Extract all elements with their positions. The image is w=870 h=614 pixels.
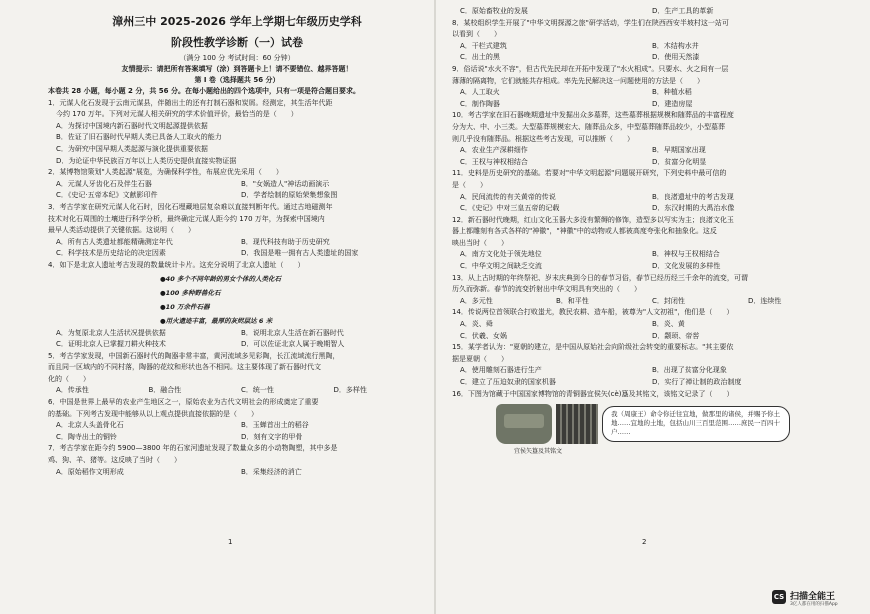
option: B．玉蝉首出土的稻谷 bbox=[241, 421, 309, 430]
question-text: 9．俗话说"水火不容"，但古代先民却在开拓中发现了"水火相成"。只要水、火之间有一层 bbox=[452, 64, 729, 73]
option: A．南方文化处于领先地位 bbox=[460, 250, 542, 259]
instruction: 本卷共 28 小题，每小题 2 分，共 56 分。在每小题给出的四个选项中，只有一项是符合题目要求。 bbox=[48, 87, 360, 95]
question-10 bbox=[452, 110, 844, 168]
stat-item: ●用火遗迹丰富，最厚的灰烬层达 6 米 bbox=[160, 316, 273, 325]
option: D．使用天然漆 bbox=[652, 53, 700, 62]
friendly-tip: 友情提示：请把所有答案填写（涂）到答题卡上！请不要错位、越界答题！ bbox=[121, 65, 353, 73]
option: D．生产工具的革新 bbox=[652, 7, 714, 15]
question-8 bbox=[452, 18, 844, 64]
question-1 bbox=[48, 98, 426, 168]
question-13 bbox=[452, 273, 844, 308]
question-text: 器上都雕刻有各式各样的"神徽"，"神徽"中的动物或人都被高度夸张化和抽象化。这反 bbox=[452, 227, 717, 236]
option: C．《史记·五帝本纪》文献影印件 bbox=[56, 191, 158, 200]
question-text: 是（ ） bbox=[452, 180, 487, 189]
option: B．神权与王权相结合 bbox=[652, 250, 720, 259]
option: A．为复原北京人生活状况提供依据 bbox=[56, 328, 166, 337]
figure-caption: 宜侯矢簋及其铭文 bbox=[514, 448, 563, 456]
watermark-name: 扫描全能王 bbox=[790, 592, 836, 602]
bronze-vessel-image bbox=[496, 404, 552, 444]
question-text: 4．如下是北京人遗址考古发现的数量统计卡片。这充分说明了北京人遗址（ ） bbox=[48, 260, 305, 269]
option: D．建造房屋 bbox=[652, 99, 693, 108]
option: C．伏羲、女娲 bbox=[460, 331, 507, 340]
question-11 bbox=[452, 168, 844, 214]
question-text: 鸡、狗、羊、猪等。这反映了当时（ ） bbox=[48, 456, 181, 465]
option: A．北京人头盖骨化石 bbox=[56, 421, 124, 430]
option: C．中华文明之间缺乏交流 bbox=[460, 262, 542, 271]
question-text: 16．下图为馆藏于中国国家博物馆的青铜器宜侯矢(cè)簋及其铭文，该铭文记录了（ ） bbox=[452, 389, 734, 398]
question-text: 以看到（ ） bbox=[452, 30, 501, 39]
question-text: 13．从上古时期的年终祭祀、岁末庆典到今日的春节习俗，春节已经历经三千余年的流变，可谓 bbox=[452, 273, 748, 282]
option: C．证明北京人已掌握刀耕火种技术 bbox=[56, 340, 166, 349]
question-text: 据是夏朝（ ） bbox=[452, 354, 508, 363]
question-text: 分为大、中、小三类。大型墓葬规模宏大、随葬品众多，中型墓葬随葬品较少，小型墓葬 bbox=[452, 122, 725, 131]
page-fold bbox=[434, 0, 436, 614]
question-16 bbox=[452, 389, 844, 455]
question-7 bbox=[48, 443, 426, 478]
question-14 bbox=[452, 307, 844, 342]
inscription-bubble: 我（周康王）命令你迁往宜地，做那里的诸侯，并赐予你土地……宜地的土地，包括山川三百里范围……庶民一百四十户…… bbox=[602, 406, 790, 442]
question-15 bbox=[452, 342, 844, 388]
option: B．良渚遗址中的考古发现 bbox=[652, 192, 734, 201]
option: B．炎、黄 bbox=[652, 320, 685, 329]
question-text: 化的（ ） bbox=[48, 374, 90, 383]
question-text: 3．考古学家在研究元谋人化石时，因化石埋藏地层复杂难以直接判断年代。通过古地磁测年 bbox=[48, 202, 333, 211]
question-text: 14．传说两位首领联合打败蚩尤，教民农耕、造车船，被尊为"人文初祖"，他们是（ ） bbox=[452, 308, 734, 317]
option: D．为论证中华民族百万年以上人类历史提供直接实物证据 bbox=[56, 156, 237, 165]
option: C．制作陶器 bbox=[460, 99, 500, 108]
option: D．我国是唯一拥有古人类遗址的国家 bbox=[241, 249, 359, 258]
option: D．连续性 bbox=[748, 296, 782, 305]
option: C．陶寺出土的铜铃 bbox=[56, 432, 117, 441]
option: A．为探讨中国境内新石器时代文明起源提供依据 bbox=[56, 121, 208, 130]
question-5 bbox=[48, 351, 426, 397]
stat-item: ●100 多种野兽化石 bbox=[160, 288, 221, 297]
option: D．颛顼、帝喾 bbox=[652, 331, 700, 340]
question-text: 8．某校组织学生开展了"中华文明探源之旅"研学活动，学生们在陕西西安半坡村这一站可 bbox=[452, 18, 729, 27]
question-6 bbox=[48, 397, 426, 443]
question-12 bbox=[452, 215, 844, 273]
question-3 bbox=[48, 202, 426, 260]
inscription-rubbing-image bbox=[556, 404, 598, 444]
option: B．"女娲造人"神话动画演示 bbox=[241, 179, 330, 188]
question-2 bbox=[48, 167, 426, 202]
option: A．使用雕刻石器进行生产 bbox=[460, 366, 542, 375]
option: D．可以佐证北京人属于晚期智人 bbox=[241, 340, 345, 349]
option: B．出现了贫富分化现象 bbox=[652, 366, 727, 375]
option: B．采集经济的消亡 bbox=[241, 467, 302, 476]
stat-card bbox=[48, 272, 426, 328]
question-text: 技术对化石周围的土壤进行科学分析，最终确定元谋人距今约 170 万年，为探索中国境内 bbox=[48, 214, 325, 223]
option: B．种植水稻 bbox=[652, 88, 692, 97]
camscanner-icon: CS bbox=[772, 590, 786, 604]
stat-item: ●10 万余件石器 bbox=[160, 302, 210, 311]
question-text: 6．中国是世界上最早的农业产生地区之一，原始农业为古代文明社会的形成奠定了重要 bbox=[48, 398, 319, 407]
question-text: 薄薄的隔离物，它们就能共存相成。率先先民解决这一问题使用的方法是（ ） bbox=[452, 76, 704, 85]
option: D．文化发展的多样性 bbox=[652, 262, 721, 271]
page-number-right: 2 bbox=[642, 538, 647, 546]
question-text: 1．元谋人化石发现于云南元谋县，伴随出土的还有打制石器和炭屑。经测定，其生活年代距 bbox=[48, 98, 333, 107]
question-text: 11．史料是历史研究的基础。若要对"中华文明起源"问题展开研究，下列史料中最可信的 bbox=[452, 169, 727, 178]
option: A．元谋人牙齿化石及伴生石器 bbox=[56, 179, 152, 188]
question-text: 映出当时（ ） bbox=[452, 238, 508, 247]
option: C．《史记》中对三皇五帝的记载 bbox=[460, 204, 560, 213]
option: B．融合性 bbox=[148, 386, 182, 395]
option: D．贫富分化明显 bbox=[652, 157, 707, 166]
option: C．封闭性 bbox=[652, 296, 685, 305]
option: A．多元性 bbox=[460, 296, 493, 305]
section-heading: 第 I 卷（选择题共 56 分） bbox=[194, 76, 280, 84]
right-page bbox=[452, 6, 844, 454]
option: A．农业生产深耕细作 bbox=[460, 146, 528, 155]
option: D．实行了禅让制的政治制度 bbox=[652, 378, 742, 386]
left-page bbox=[48, 6, 426, 478]
option: C．为研究中国早期人类起源与演化提供重要依据 bbox=[56, 144, 208, 153]
option: A．干栏式建筑 bbox=[460, 41, 507, 50]
option: B．早期国家出现 bbox=[652, 146, 706, 155]
question-text: 的基础。下列考古发现中能够从以上观点提供直接依据的是（ ） bbox=[48, 409, 258, 418]
option: D．刻有文字的甲骨 bbox=[241, 432, 303, 441]
page-number-left: 1 bbox=[228, 538, 233, 546]
option: D．学者绘制的原始荣集想象图 bbox=[241, 191, 338, 200]
option: A．所有古人类遗址都能精确测定年代 bbox=[56, 237, 173, 246]
question-text: 今约 170 万年。下列对元谋人相关研究的学术价值评价，最恰当的是（ ） bbox=[56, 110, 298, 119]
bronze-figure bbox=[452, 404, 844, 454]
option: B．和平性 bbox=[556, 296, 589, 305]
option: D．东汉时期的大禹治水像 bbox=[652, 204, 735, 213]
option: B．佐证了旧石器时代早期人类已具备人工取火的能力 bbox=[56, 133, 222, 142]
score-time: （满分 100 分 考试时间：60 分钟） bbox=[179, 54, 295, 62]
option: C．统一性 bbox=[241, 386, 274, 395]
option: A．原始稻作文明形成 bbox=[56, 467, 124, 476]
option: A．人工取火 bbox=[460, 88, 500, 97]
question-text: 5．考古学家发现，中国新石器时代的陶器非常丰富，黄河流域多见彩陶，长江流域流行黑陶， bbox=[48, 351, 340, 360]
question-4 bbox=[48, 260, 426, 351]
exam-title: 漳州三中 2025-2026 学年上学期七年级历史学科 bbox=[112, 15, 362, 28]
option: C．建立了压迫奴隶的国家机器 bbox=[460, 378, 556, 386]
option: C．原始畜牧业的发展 bbox=[460, 7, 528, 15]
exam-subtitle: 阶段性教学诊断（一）试卷 bbox=[171, 36, 303, 49]
option: C．王权与神权相结合 bbox=[460, 157, 528, 166]
option: A．传承性 bbox=[56, 386, 89, 395]
option: D．多样性 bbox=[333, 386, 367, 395]
question-text: 最早人类活动提供了关键依据。这说明（ ） bbox=[48, 226, 195, 235]
question-text: 10．考古学家在旧石器晚期遗址中发掘出众多墓葬，这些墓葬根据规模和随葬品的丰富程度 bbox=[452, 111, 734, 120]
question-text: 历久而弥新。春节的流变折射出中华文明具有突出的（ ） bbox=[452, 285, 641, 294]
stat-item: ●40 多个不同年龄的男女个体的人类化石 bbox=[160, 274, 281, 283]
option: B．现代科技有助于历史研究 bbox=[241, 237, 330, 246]
option: A．炎、舜 bbox=[460, 320, 493, 329]
scanner-watermark bbox=[772, 588, 864, 610]
option: C．出土的黑 bbox=[460, 53, 500, 62]
question-text: 15．某学者认为："夏朝的建立，是中国从原始社会向阶级社会转变的重要标志。"其主要依 bbox=[452, 343, 734, 352]
question-text: 而且同一区域内的不同村落，陶器的花纹和形状也各不相同。这主要体现了新石器时代文 bbox=[48, 363, 321, 372]
option: A．民间流传的有关黄帝的传说 bbox=[460, 192, 556, 201]
option: B．说明北京人生活在新石器时代 bbox=[241, 328, 344, 337]
watermark-sub: 3亿人都在用的扫描App bbox=[790, 602, 838, 607]
question-9 bbox=[452, 64, 844, 110]
question-text: 则几乎没有随葬品。根据这些考古发现，可以推断（ ） bbox=[452, 134, 634, 143]
option: C．科学技术是历史结论的决定因素 bbox=[56, 249, 166, 258]
question-text: 12．新石器时代晚期，红山文化玉器大多没有繁缛的修饰，造型多以写实为主；良渚文化玉 bbox=[452, 215, 734, 224]
option: B．木结构水井 bbox=[652, 41, 699, 50]
question-text: 2．某博物馆策划"人类起源"展览，为确保科学性，布展应优先采用（ ） bbox=[48, 168, 283, 177]
question-text: 7．考古学家在距今约 5900—3800 年的石家河遗址发现了数量众多的小动物陶塑，其中多是 bbox=[48, 444, 338, 453]
